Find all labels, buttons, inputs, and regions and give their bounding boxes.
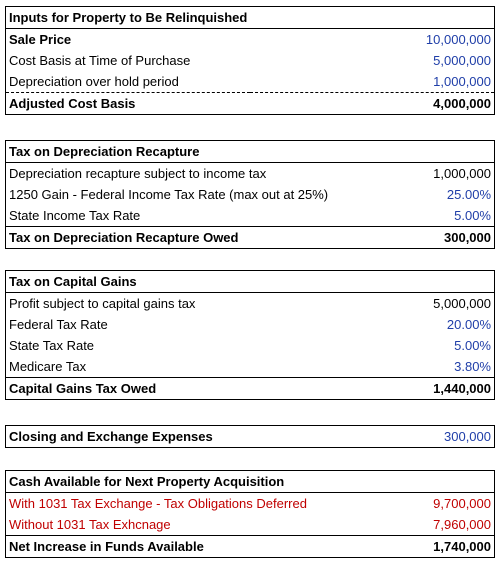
recapture-subject-label: Depreciation recapture subject to income tax bbox=[6, 163, 251, 185]
closing-table bbox=[5, 425, 495, 448]
medicare-value[interactable]: 3.80% bbox=[250, 356, 495, 378]
depreciation-value[interactable]: 1,000,000 bbox=[250, 71, 495, 93]
with-exchange-value: 9,700,000 bbox=[250, 493, 495, 515]
medicare-label: Medicare Tax bbox=[6, 356, 251, 378]
recapture-title: Tax on Depreciation Recapture bbox=[6, 141, 495, 163]
recapture-federal-value[interactable]: 25.00% bbox=[250, 184, 495, 205]
recapture-owed-value: 300,000 bbox=[250, 227, 495, 249]
recapture-table bbox=[5, 140, 495, 249]
profit-value: 5,000,000 bbox=[250, 293, 495, 315]
with-exchange-label: With 1031 Tax Exchange - Tax Obligations Deferred bbox=[6, 493, 251, 515]
without-exchange-value: 7,960,000 bbox=[250, 514, 495, 536]
recapture-state-value[interactable]: 5.00% bbox=[250, 205, 495, 227]
cash-title: Cash Available for Next Property Acquisition bbox=[6, 471, 495, 493]
profit-label: Profit subject to capital gains tax bbox=[6, 293, 251, 315]
recapture-federal-label: 1250 Gain - Federal Income Tax Rate (max out at 25%) bbox=[6, 184, 251, 205]
closing-value[interactable]: 300,000 bbox=[348, 426, 495, 448]
state-rate-value[interactable]: 5.00% bbox=[250, 335, 495, 356]
state-rate-label: State Tax Rate bbox=[6, 335, 251, 356]
federal-rate-value[interactable]: 20.00% bbox=[250, 314, 495, 335]
recapture-subject-value: 1,000,000 bbox=[250, 163, 495, 185]
depreciation-label: Depreciation over hold period bbox=[6, 71, 251, 93]
inputs-title: Inputs for Property to Be Relinquished bbox=[6, 7, 495, 29]
cash-table bbox=[5, 470, 495, 558]
capital-gains-title: Tax on Capital Gains bbox=[6, 271, 495, 293]
without-exchange-label: Without 1031 Tax Exhcnage bbox=[6, 514, 251, 536]
adjusted-basis-value: 4,000,000 bbox=[250, 93, 495, 115]
capital-gains-table bbox=[5, 270, 495, 400]
sale-price-value[interactable]: 10,000,000 bbox=[250, 29, 495, 51]
net-increase-label: Net Increase in Funds Available bbox=[6, 536, 251, 558]
capital-gains-owed-label: Capital Gains Tax Owed bbox=[6, 378, 251, 400]
recapture-state-label: State Income Tax Rate bbox=[6, 205, 251, 227]
inputs-table bbox=[5, 6, 495, 115]
recapture-owed-label: Tax on Depreciation Recapture Owed bbox=[6, 227, 251, 249]
federal-rate-label: Federal Tax Rate bbox=[6, 314, 251, 335]
capital-gains-owed-value: 1,440,000 bbox=[250, 378, 495, 400]
net-increase-value: 1,740,000 bbox=[250, 536, 495, 558]
closing-label: Closing and Exchange Expenses bbox=[6, 426, 349, 448]
cost-basis-value[interactable]: 5,000,000 bbox=[250, 50, 495, 71]
adjusted-basis-label: Adjusted Cost Basis bbox=[6, 93, 251, 115]
sale-price-label: Sale Price bbox=[6, 29, 251, 51]
cost-basis-label: Cost Basis at Time of Purchase bbox=[6, 50, 251, 71]
